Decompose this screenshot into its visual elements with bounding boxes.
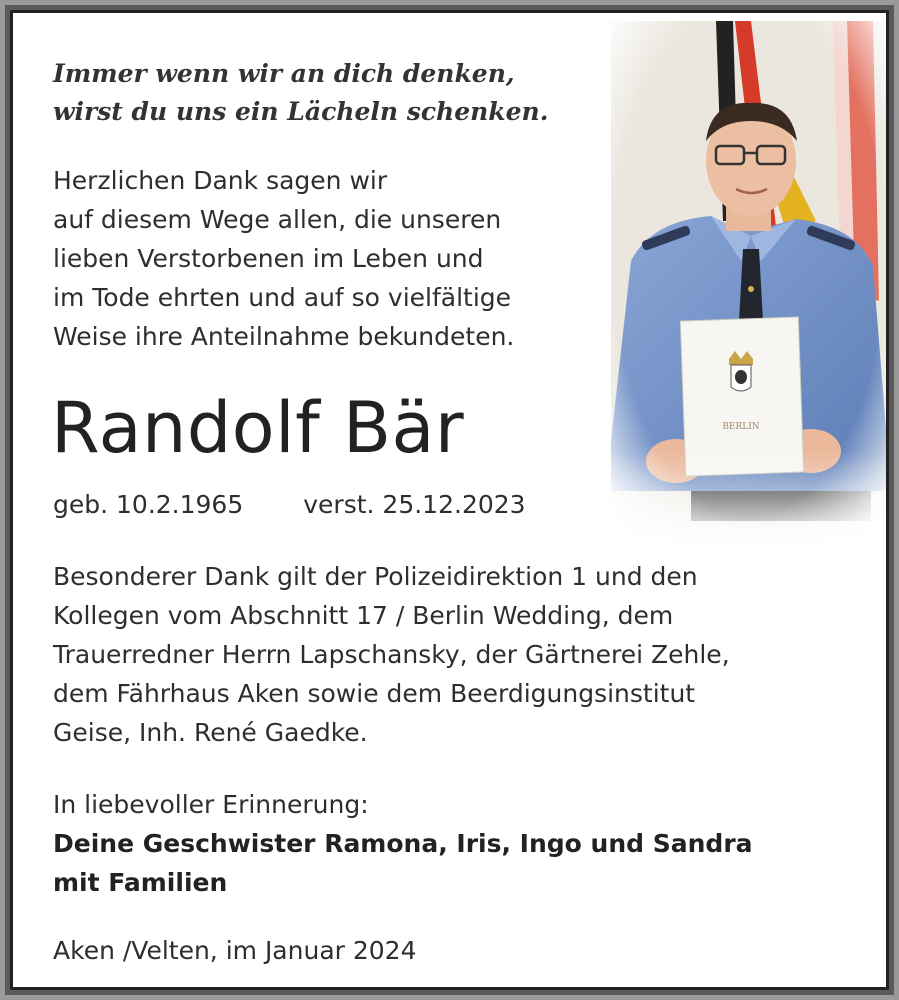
death-date: verst. 25.12.2023: [303, 490, 526, 519]
quote: [53, 55, 548, 131]
place-date: Aken /Velten, im Januar 2024: [53, 936, 417, 965]
memory-label: In liebevoller Erinnerung:: [53, 790, 369, 819]
deceased-name: Randolf Bär: [51, 387, 465, 469]
obituary-card: [10, 10, 889, 990]
family-signature: [53, 824, 753, 902]
thanks-line: im Tode ehrten und auf so vielfältige: [53, 283, 512, 312]
portrait-photo: [611, 21, 887, 546]
life-dates: [53, 488, 526, 522]
frame-mid: [5, 5, 894, 995]
thanks-line: Herzlichen Dank sagen wir: [53, 166, 388, 195]
special-thanks-line: Kollegen vom Abschnitt 17 / Berlin Wedding, dem: [53, 601, 674, 630]
quote-line-2: wirst du uns ein Lächeln schenken.: [53, 97, 549, 126]
special-thanks-line: Geise, Inh. René Gaedke.: [53, 718, 368, 747]
special-thanks-line: dem Fährhaus Aken sowie dem Beerdigungsinstitut: [53, 679, 696, 708]
thanks-text: [53, 161, 514, 356]
family-line-1: Deine Geschwister Ramona, Iris, Ingo und Sandra: [53, 829, 753, 858]
special-thanks-line: Besonderer Dank gilt der Polizeidirektion 1 und den: [53, 562, 698, 591]
birth-date: geb. 10.2.1965: [53, 490, 244, 519]
thanks-line: Weise ihre Anteilnahme bekundeten.: [53, 322, 515, 351]
thanks-line: auf diesem Wege allen, die unseren: [53, 205, 502, 234]
family-line-2: mit Familien: [53, 868, 228, 897]
special-thanks-line: Trauerredner Herrn Lapschansky, der Gärtnerei Zehle,: [53, 640, 730, 669]
thanks-line: lieben Verstorbenen im Leben und: [53, 244, 484, 273]
special-thanks-text: [53, 557, 730, 752]
quote-line-1: Immer wenn wir an dich denken,: [53, 59, 515, 88]
